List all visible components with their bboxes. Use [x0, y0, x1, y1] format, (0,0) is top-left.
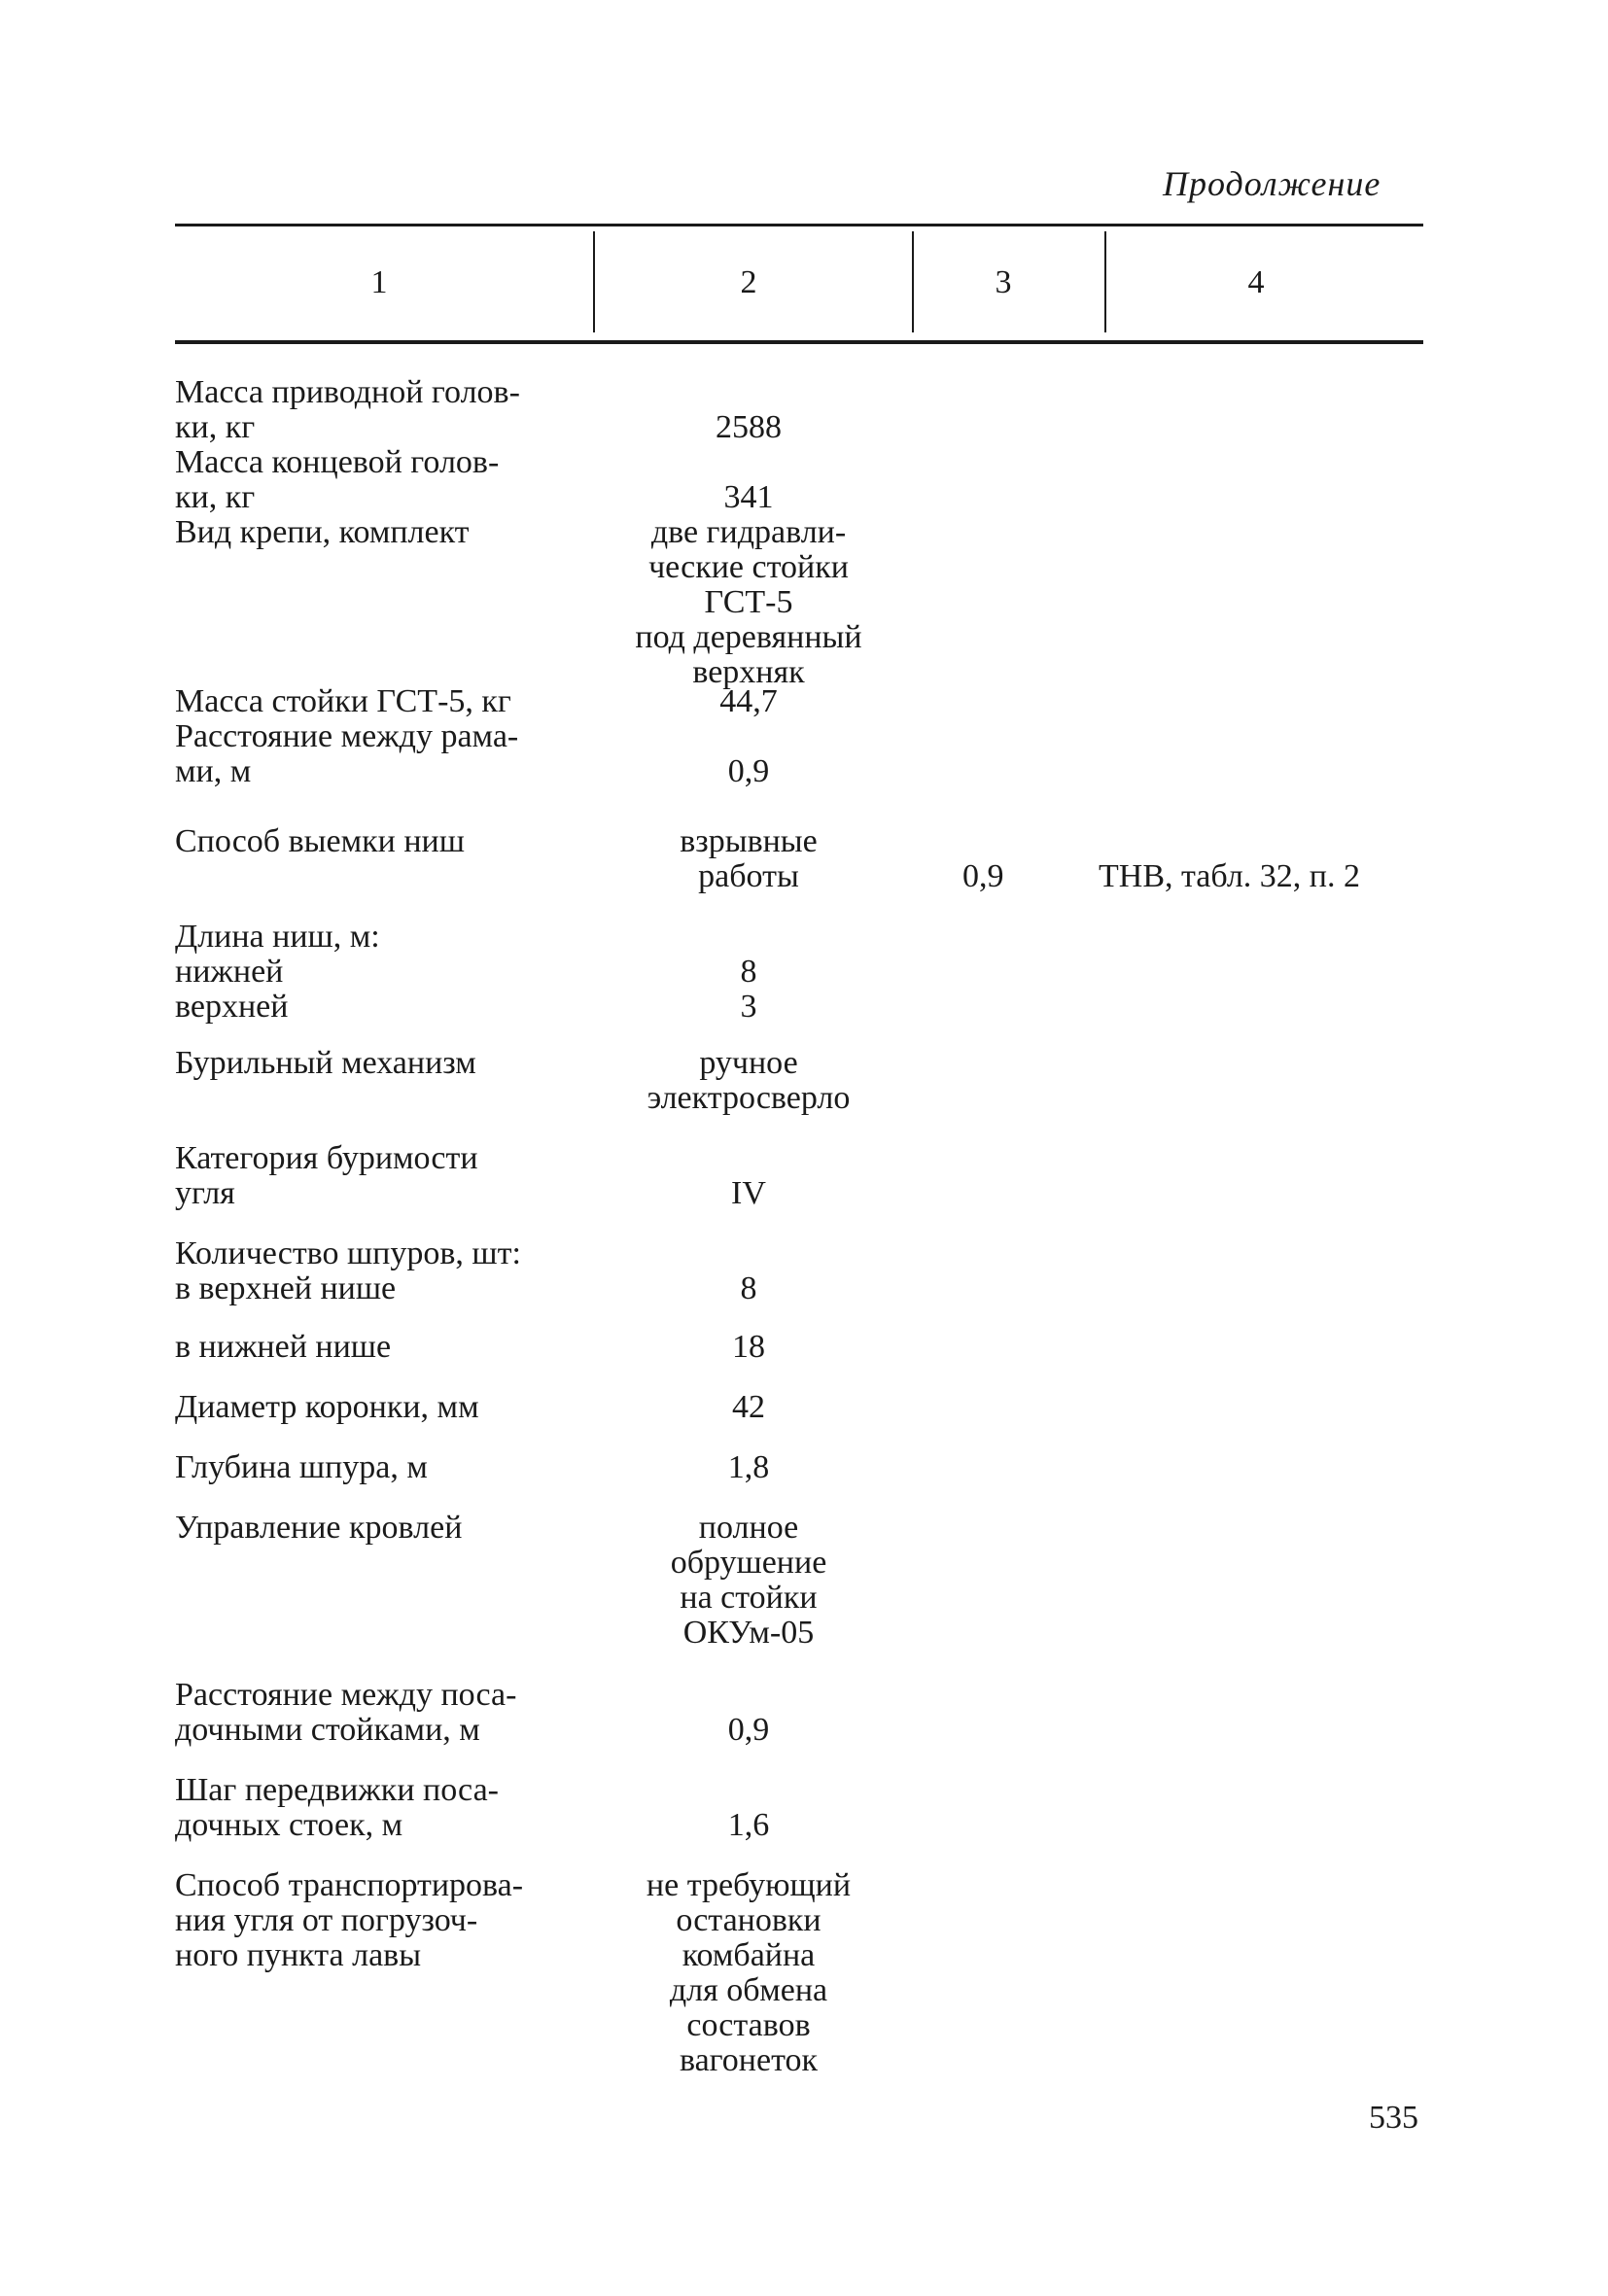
parameter-name: Бурильный механизм: [175, 1045, 476, 1081]
parameter-value: вагонеток: [679, 2042, 818, 2078]
parameter-value: две гидравли-: [650, 514, 847, 550]
parameter-value: ГСТ-5: [704, 584, 793, 620]
parameter-name: Расстояние между поса-: [175, 1677, 517, 1713]
parameter-value: IV: [731, 1175, 766, 1211]
norm-value: 0,9: [962, 858, 1004, 894]
table-top-rule: [175, 224, 1423, 226]
parameter-name: ки, кг: [175, 479, 256, 515]
parameter-name: Глубина шпура, м: [175, 1449, 428, 1485]
parameter-name: Масса концевой голов-: [175, 444, 500, 480]
parameter-name: нижней: [175, 954, 284, 990]
parameter-value: 42: [732, 1389, 765, 1425]
column-header-1: 1: [370, 264, 388, 300]
table-header-rule: [175, 340, 1423, 344]
parameter-value: 44,7: [719, 683, 778, 719]
column-header-2: 2: [740, 264, 757, 300]
parameter-value: взрывные: [680, 823, 818, 859]
column-divider: [1104, 231, 1106, 332]
parameter-value: под деревянный: [635, 619, 862, 655]
parameter-value: составов: [686, 2007, 811, 2043]
parameter-value: 3: [740, 989, 757, 1025]
parameter-value: остановки: [676, 1902, 821, 1938]
parameter-name: в нижней нише: [175, 1329, 392, 1365]
parameter-value: комбайна: [682, 1937, 816, 1973]
parameter-value: ческие стойки: [648, 549, 849, 585]
parameter-name: ния угля от погрузоч-: [175, 1902, 478, 1938]
page-number: 535: [1369, 2100, 1418, 2136]
parameter-name: Управление кровлей: [175, 1510, 463, 1546]
parameter-name: Вид крепи, комплект: [175, 514, 470, 550]
column-header-4: 4: [1247, 264, 1265, 300]
parameter-value: 2588: [716, 409, 782, 445]
parameter-name: Количество шпуров, шт:: [175, 1235, 521, 1271]
source-reference: ТНВ, табл. 32, п. 2: [1099, 858, 1360, 894]
parameter-name: Способ выемки ниш: [175, 823, 465, 859]
parameter-value: полное: [698, 1510, 799, 1546]
parameter-name: угля: [175, 1175, 235, 1211]
parameter-name: Категория буримости: [175, 1140, 478, 1176]
parameter-value: верхняк: [692, 654, 805, 690]
parameter-value: для обмена: [669, 1972, 828, 2008]
parameter-value: 341: [723, 479, 774, 515]
column-header-3: 3: [995, 264, 1012, 300]
continuation-label: Продолжение: [1163, 164, 1381, 203]
parameter-name: Шаг передвижки поса-: [175, 1772, 499, 1808]
parameter-value: не требующий: [646, 1867, 852, 1903]
parameter-value: 18: [732, 1329, 765, 1365]
parameter-name: дочных стоек, м: [175, 1807, 403, 1843]
parameter-value: 0,9: [727, 1712, 770, 1748]
parameter-name: дочными стойками, м: [175, 1712, 480, 1748]
parameter-name: Способ транспортирова-: [175, 1867, 524, 1903]
parameter-value: 1,6: [727, 1807, 770, 1843]
parameter-value: обрушение: [670, 1545, 827, 1581]
parameter-value: 0,9: [727, 753, 770, 789]
column-divider: [593, 231, 595, 332]
parameter-name: Диаметр коронки, мм: [175, 1389, 479, 1425]
parameter-name: Длина ниш, м:: [175, 919, 380, 955]
parameter-name: ми, м: [175, 753, 252, 789]
parameter-name: Масса стойки ГСТ-5, кг: [175, 683, 511, 719]
parameter-value: ручное: [699, 1045, 798, 1081]
parameter-value: 1,8: [727, 1449, 770, 1485]
parameter-value: электросверло: [647, 1080, 851, 1116]
parameter-name: ного пункта лавы: [175, 1937, 422, 1973]
parameter-value: на стойки: [680, 1580, 818, 1616]
parameter-name: в верхней нише: [175, 1270, 397, 1306]
column-divider: [912, 231, 914, 332]
parameter-value: работы: [698, 858, 799, 894]
parameter-value: 8: [740, 1270, 757, 1306]
parameter-name: Расстояние между рама-: [175, 718, 519, 754]
parameter-name: Масса приводной голов-: [175, 374, 520, 410]
parameter-name: верхней: [175, 989, 289, 1025]
parameter-name: ки, кг: [175, 409, 256, 445]
parameter-value: ОКУм-05: [682, 1615, 815, 1651]
parameter-value: 8: [740, 954, 757, 990]
